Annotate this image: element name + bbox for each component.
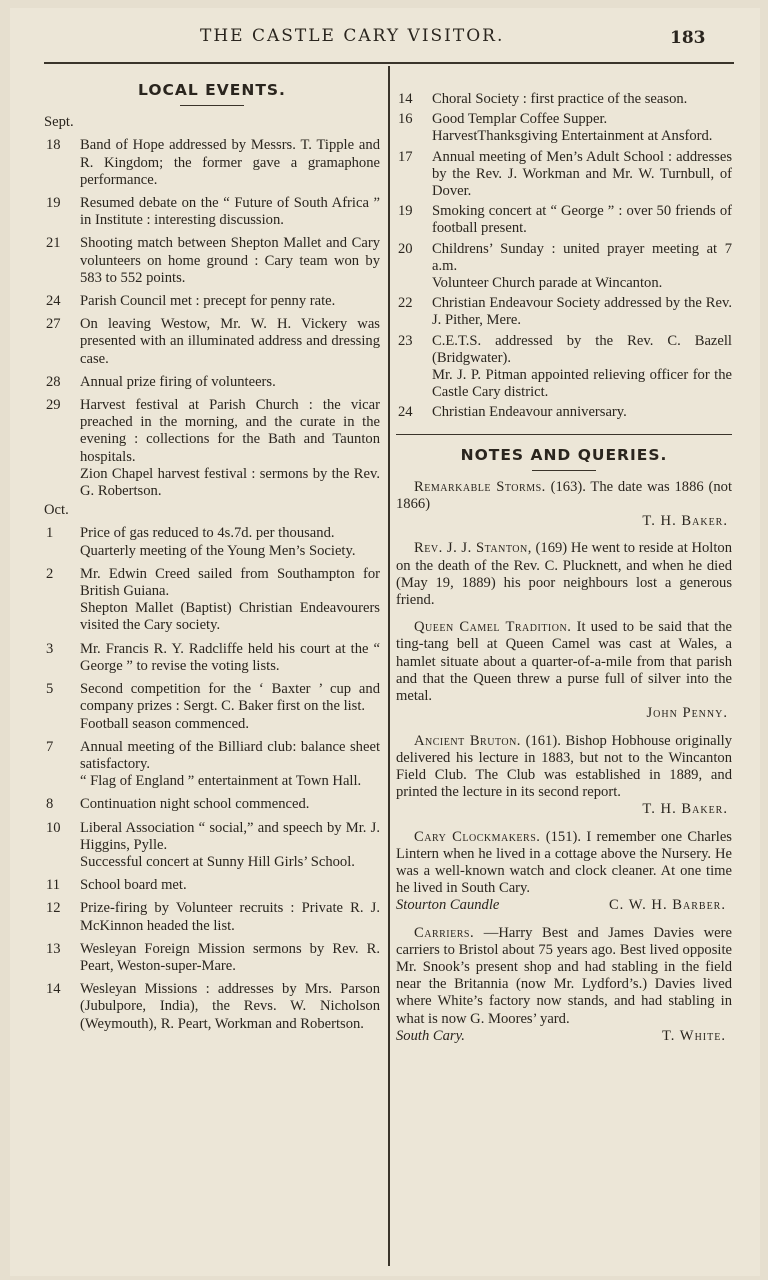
event-text — [432, 241, 732, 293]
note-heading: Queen Camel Tradition. — [414, 619, 572, 636]
event-text — [80, 316, 380, 368]
event-line: Annual meeting of the Billiard club: balance sheet satisfactory. — [80, 738, 380, 772]
event-day: 14 — [398, 91, 413, 107]
event-entry — [396, 149, 732, 201]
event-line: Harvest festival at Parish Church : the vicar preached in the morning, and the curate in the evening : collections for the Bath and Taunton hospitals. — [80, 397, 380, 465]
event-text — [80, 941, 380, 975]
event-line: Resumed debate on the “ Future of South Africa ” in Institute : interesting discussion. — [80, 195, 380, 229]
note-item — [396, 619, 732, 705]
event-day: 17 — [398, 148, 413, 165]
running-head — [10, 26, 760, 56]
event-text — [432, 149, 732, 201]
event-text — [80, 293, 380, 310]
note-heading: Remarkable Storms. — [414, 478, 546, 495]
event-entry — [396, 203, 732, 237]
note-place: South Cary. — [396, 1027, 465, 1044]
event-day: 24 — [398, 404, 413, 421]
note-ref: (169) — [535, 540, 568, 557]
note-body: —Harry Best and James Davies were carriers to Bristol about 75 years ago. Best lived opposite Mr. Snook’s present shop and had stabling in the field near the Britannia (now Mr. Lydford’s.) Davies lived where White’s factory now stands, and had stabling in what is now G. Moores’ yard. — [396, 924, 732, 1027]
event-line: “ Flag of England ” entertainment at Town Hall. — [80, 773, 362, 790]
notes-title: NOTES AND QUERIES. — [460, 445, 668, 464]
event-entry — [44, 981, 380, 1033]
event-line: Zion Chapel harvest festival : sermons by the Rev. G. Robertson. — [80, 465, 380, 500]
event-entry — [44, 525, 380, 559]
page — [10, 8, 760, 1276]
event-day: 11 — [46, 877, 61, 894]
event-line: Shooting match between Shepton Mallet and Cary volunteers on home ground : Cary team won by 583 to 552 points. — [80, 235, 380, 286]
event-day: 8 — [46, 796, 54, 813]
title-rule — [532, 470, 596, 471]
event-entry — [44, 796, 380, 813]
event-entry — [44, 941, 380, 975]
event-entry — [44, 374, 380, 391]
local-events-title: LOCAL EVENTS. — [138, 81, 286, 99]
right-column — [396, 88, 732, 1055]
event-line: Shepton Mallet (Baptist) Christian Endeavourers visited the Cary society. — [80, 600, 380, 634]
title-rule — [180, 105, 244, 106]
note-body: The date was 1886 (not 1866) — [396, 478, 733, 513]
note-item — [396, 925, 732, 1028]
event-text — [80, 739, 380, 791]
event-entry — [44, 566, 380, 635]
event-text — [80, 137, 380, 189]
event-line: On leaving Westow, Mr. W. H. Vickery was presented with an illuminated address and dressing case. — [80, 316, 380, 367]
note-heading: Ancient Bruton. — [414, 732, 521, 749]
event-line: Annual prize firing of volunteers. — [80, 373, 276, 390]
event-day: 29 — [46, 397, 61, 414]
event-text — [80, 981, 380, 1033]
event-day: 5 — [46, 681, 54, 698]
event-line: Wesleyan Missions : addresses by Mrs. Parson (Jubulpore, India), the Revs. W. Nicholson (Weymouth), R. Peart, Workman and Robertson. — [80, 981, 380, 1032]
event-entry — [44, 235, 380, 287]
event-text — [80, 641, 380, 675]
header-rule — [44, 62, 734, 64]
event-day: 1 — [46, 525, 54, 542]
event-text — [432, 295, 732, 329]
note-ref: (161). — [525, 732, 561, 749]
event-entry — [44, 820, 380, 872]
event-entry — [396, 404, 732, 421]
event-day: 14 — [46, 981, 61, 998]
note-item — [396, 733, 732, 802]
event-entry — [44, 137, 380, 189]
note-signature: John Penny. — [646, 705, 728, 722]
event-day: 23 — [398, 332, 413, 349]
event-text — [432, 404, 732, 421]
event-day: 22 — [398, 295, 413, 312]
event-entry — [396, 295, 732, 329]
event-text — [80, 681, 380, 733]
event-entry — [396, 91, 732, 108]
event-day: 18 — [46, 137, 61, 154]
event-line: Parish Council met : precept for penny rate. — [80, 293, 336, 310]
event-line: Prize-firing by Volunteer recruits : Private R. J. McKinnon headed the list. — [80, 900, 380, 934]
local-events-continued — [396, 91, 732, 422]
event-day: 10 — [46, 819, 61, 836]
event-text — [80, 525, 380, 559]
event-entry — [44, 316, 380, 368]
event-line: Football season commenced. — [80, 715, 250, 732]
event-line: Band of Hope addressed by Messrs. T. Tipple and R. Kingdom; the former gave a gramaphone performance. — [80, 137, 380, 188]
event-line: Second competition for the ‘ Baxter ’ cup and company prizes : Sergt. C. Baker first on the list. — [80, 681, 380, 715]
event-entry — [396, 333, 732, 402]
event-text — [80, 566, 380, 635]
event-day: 12 — [46, 900, 61, 917]
event-text — [80, 877, 380, 894]
event-text — [432, 111, 732, 145]
event-text — [80, 820, 380, 872]
event-day: 19 — [46, 195, 61, 212]
event-line: C.E.T.S. addressed by the Rev. C. Bazell (Bridgwater). — [432, 332, 732, 366]
event-entry — [44, 739, 380, 791]
running-title: THE CASTLE CARY VISITOR. — [200, 26, 505, 46]
event-entry — [44, 681, 380, 733]
month-label: Sept. — [44, 114, 74, 131]
event-line: Annual meeting of Men’s Adult School : addresses by the Rev. J. Workman and Mr. W. Turnbull, of Dover. — [432, 148, 732, 200]
note-heading: Carriers. — [414, 924, 475, 941]
notes-rule — [396, 434, 732, 435]
event-line: School board met. — [80, 877, 187, 894]
event-day: 20 — [398, 240, 413, 257]
event-line: Wesleyan Foreign Mission sermons by Rev. R. Peart, Weston-super-Mare. — [80, 940, 380, 974]
event-day: 27 — [46, 316, 61, 333]
event-day: 16 — [398, 111, 413, 128]
page-number: 183 — [670, 28, 706, 48]
note-item — [396, 540, 732, 609]
note-signature: T. H. Baker. — [642, 513, 728, 530]
event-line: Mr. J. P. Pitman appointed relieving officer for the Castle Cary district. — [432, 367, 732, 401]
month-label: Oct. — [44, 502, 69, 519]
event-text — [80, 195, 380, 229]
event-line: Smoking concert at “ George ” : over 50 friends of football present. — [432, 203, 732, 237]
event-line: Continuation night school commenced. — [80, 796, 310, 813]
event-entry — [44, 293, 380, 310]
event-text — [432, 91, 732, 108]
event-day: 19 — [398, 203, 413, 220]
note-heading: Rev. J. J. Stanton, — [414, 540, 532, 557]
event-line: Volunteer Church parade at Wincanton. — [432, 275, 663, 292]
note-heading: Cary Clockmakers. — [414, 828, 541, 845]
event-day: 24 — [46, 293, 61, 310]
note-signature-row — [396, 897, 726, 914]
notes-list — [396, 479, 732, 1045]
event-text — [80, 900, 380, 934]
note-signature: T. H. Baker. — [642, 801, 728, 818]
left-column — [44, 82, 380, 1033]
column-divider — [388, 66, 390, 1266]
event-line: Childrens’ Sunday : united prayer meeting at 7 a.m. — [432, 240, 732, 274]
event-line: HarvestThanksgiving Entertainment at Ansford. — [432, 128, 713, 145]
event-text — [80, 796, 380, 813]
event-entry — [396, 111, 732, 145]
note-ref: (151). — [545, 828, 581, 845]
event-text — [80, 397, 380, 500]
event-line: Christian Endeavour anniversary. — [432, 404, 627, 421]
event-line: Mr. Francis R. Y. Radcliffe held his court at the “ George ” to revise the voting lists. — [80, 640, 380, 674]
event-day: 7 — [46, 738, 54, 755]
note-item — [396, 829, 732, 898]
note-body: Bishop Hobhouse originally delivered his lecture in 1883, but not to the Wincanton Field Club. The Club was established in 1889, and printed the lecture in its second report. — [396, 732, 732, 801]
event-line: Price of gas reduced to 4s.7d. per thousand. — [80, 525, 335, 542]
note-ref: (163). — [550, 478, 586, 495]
event-text — [80, 235, 380, 287]
notes-section — [396, 434, 732, 1045]
event-entry — [44, 195, 380, 229]
event-line: Mr. Edwin Creed sailed from Southampton for British Guiana. — [80, 565, 380, 600]
event-day: 28 — [46, 373, 61, 390]
note-item — [396, 479, 732, 513]
note-body: He went to reside at Holton on the death of the Rev. C. Plucknett, and when he died (May 19, 1889) his poor neighbours lost a generous friend. — [396, 540, 732, 609]
local-events-list — [44, 114, 380, 1033]
event-line: Choral Society : first practice of the season. — [432, 91, 688, 107]
event-day: 2 — [46, 565, 54, 582]
event-line: Quarterly meeting of the Young Men’s Society. — [80, 542, 356, 559]
event-text — [80, 374, 380, 391]
event-day: 3 — [46, 640, 54, 657]
event-entry — [44, 641, 380, 675]
event-text — [432, 333, 732, 402]
note-place: Stourton Caundle — [396, 897, 500, 914]
event-day: 13 — [46, 940, 61, 957]
note-body: It used to be said that the ting-tang bell at Queen Camel was cast at Wales, a hamlet situate about a quarter-of-a-mile from that parish and that the Queen threw a purse full of silver into the metal. — [396, 619, 732, 705]
event-entry — [44, 397, 380, 500]
event-text — [432, 203, 732, 237]
event-entry — [396, 241, 732, 293]
note-signature: C. W. H. Barber. — [608, 897, 726, 914]
event-day: 21 — [46, 235, 61, 252]
event-line: Liberal Association “ social,” and speech by Mr. J. Higgins, Pylle. — [80, 819, 380, 853]
event-line: Christian Endeavour Society addressed by the Rev. J. Pither, Mere. — [432, 295, 732, 329]
event-entry — [44, 877, 380, 894]
event-entry — [44, 900, 380, 934]
note-signature-row — [396, 1028, 726, 1045]
note-signature: T. White. — [661, 1027, 726, 1044]
note-body: I remember one Charles Lintern when he lived in a cottage above the Nursery. He was a well-known watch and clock cleaner. At one time he lived in South Cary. — [396, 828, 732, 897]
event-line: Successful concert at Sunny Hill Girls’ School. — [80, 853, 355, 870]
event-line: Good Templar Coffee Supper. — [432, 111, 608, 128]
